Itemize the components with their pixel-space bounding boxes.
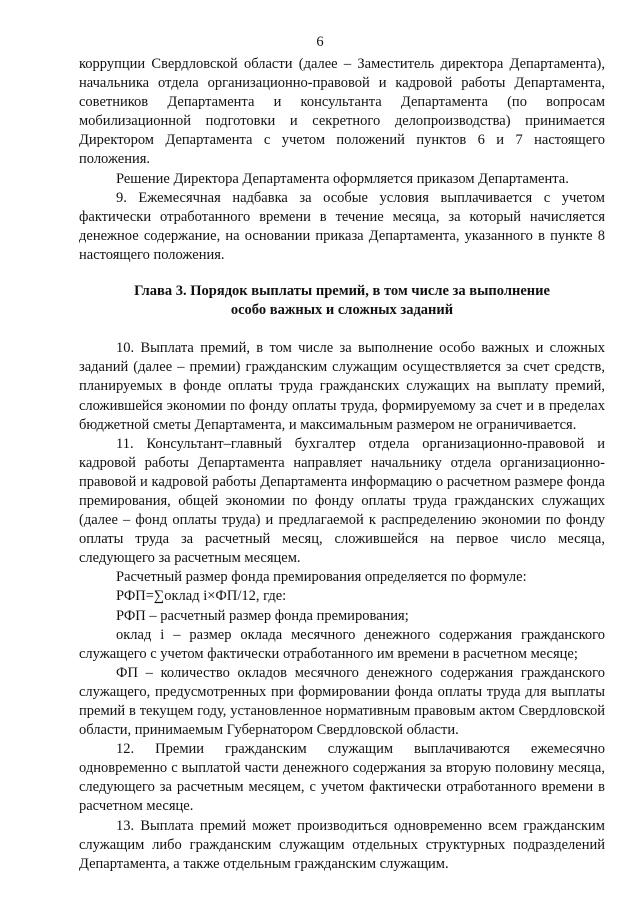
- chapter-heading-line-1: Глава 3. Порядок выплаты премий, в том числе за выполнение: [134, 283, 550, 300]
- paragraph-continuation: коррупции Свердловской области (далее – Заместитель директора Департамента), начальника отдела организационно-правовой и кадровой работы Департамента, советников Департамента и консультанта Департамента (по вопросам мобилизационной подготовки и секретного делопроизводства) принимается Директором Департамента с учетом положений пунктов 6 и 7 настоящего положения.: [79, 56, 605, 168]
- paragraph-oklad-definition: оклад i – размер оклада месячного денежного содержания гражданского служащего с учетом фактически отработанного им времени в расчетном месяце;: [79, 626, 605, 662]
- paragraph-decision: Решение Директора Департамента оформляется приказом Департамента.: [116, 170, 569, 187]
- paragraph-item-10: 10. Выплата премий, в том числе за выполнение особо важных и сложных заданий (далее – премии) гражданским служащим осуществляется за счет средств, планируемых в фонде оплаты труда гражданских служащих на выплату премий, сложившейся экономии по фонду оплаты труда, формируемому за счет и в пределах бюджетной сметы Департамента, и максимальным размером не ограничивается.: [79, 340, 605, 433]
- chapter-heading-line-2: особо важных и сложных заданий: [230, 302, 454, 319]
- paragraph-rfp-definition: РФП – расчетный размер фонда премирования;: [116, 607, 409, 624]
- document-body: [79, 55, 605, 874]
- chapter-heading: [79, 282, 605, 320]
- page-number: 6: [316, 34, 324, 50]
- paragraph-formula: РФП=∑оклад i×ФП/12, где:: [116, 588, 287, 605]
- paragraph-item-9: 9. Ежемесячная надбавка за особые условия выплачивается с учетом фактически отработанного времени в течение месяца, за который начисляется денежное содержание, на основании приказа Департамента, указанного в пункте 8 настоящего положения.: [79, 189, 605, 263]
- paragraph-formula-intro: Расчетный размер фонда премирования определяется по формуле:: [116, 569, 527, 586]
- paragraph-fp-definition: ФП – количество окладов месячного денежного содержания гражданского служащего, предусмотренных при формировании фонда оплаты труда для выплаты премий в текущем году, установленное нормативным правовым актом Свердловской области, принимаемым Губернатором Свердловской области.: [79, 664, 605, 739]
- paragraph-item-11: 11. Консультант–главный бухгалтер отдела организационно-правовой и кадровой работы Департамента направляет начальнику отдела организационно-правовой и кадровой работы Департамента информацию о расчетном размере фонда премирования, общей экономии по фонду оплаты труда гражданских служащих (далее – фонд оплаты труда) и предлагаемой к распределению экономии по фонду оплаты труда за расчетный месяц, сложившейся на первое число месяца, следующего за расчетным месяцем.: [79, 435, 605, 567]
- paragraph-item-12: 12. Премии гражданским служащим выплачиваются ежемесячно одновременно с выплатой части денежного содержания за вторую половину месяца, следующего за расчетным месяцем, с учетом фактически отработанного времени в расчетном месяце.: [79, 741, 605, 815]
- paragraph-item-13: 13. Выплата премий может производиться одновременно всем гражданским служащим либо гражданским служащим отдельных структурных подразделений Департамента, а также отдельным гражданским служащим.: [79, 817, 605, 872]
